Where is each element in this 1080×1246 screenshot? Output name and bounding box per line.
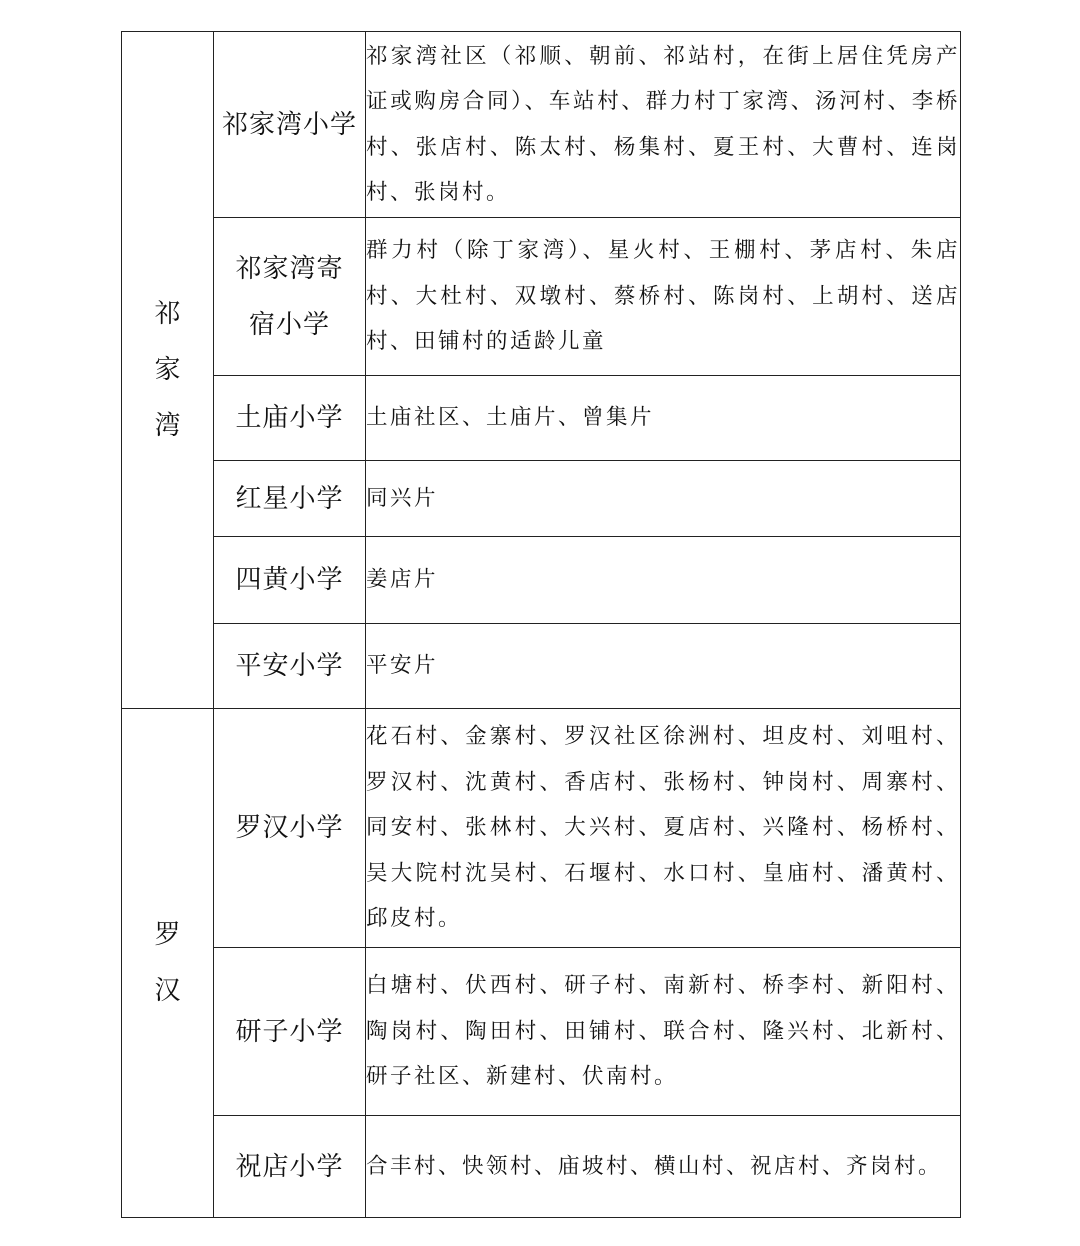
school-cell xyxy=(214,218,366,376)
table-row xyxy=(122,1116,961,1218)
area-text: 平安片 xyxy=(366,653,439,679)
area-cell xyxy=(366,1116,961,1218)
area-text: 祁家湾社区（祁顺、朝前、祁站村，在街上居住凭房产证或购房合同）、车站村、群力村丁家湾、汤河村、李桥村、张店村、陈太村、杨集村、夏王村、大曹村、连岗村、张岗村。 xyxy=(366,43,960,205)
area-cell xyxy=(366,709,961,948)
town-cell-qijiawan xyxy=(122,32,214,709)
area-cell xyxy=(366,948,961,1116)
school-zone-table xyxy=(121,31,961,1218)
school-name: 土庙小学 xyxy=(235,403,344,433)
area-text: 花石村、金寨村、罗汉社区徐洲村、坦皮村、刘咀村、罗汉村、沈黄村、香店村、张杨村、钟岗村、周寨村、同安村、张林村、大兴村、夏店村、兴隆村、杨桥村、吴大院村沈吴村、石堰村、水口村、皇庙村、潘黄村、邱皮村。 xyxy=(366,724,960,932)
town-cell-luohan xyxy=(122,709,214,1218)
school-cell xyxy=(214,1116,366,1218)
school-name: 红星小学 xyxy=(235,483,344,514)
area-cell xyxy=(366,537,961,624)
area-text: 姜店片 xyxy=(366,567,439,593)
area-cell xyxy=(366,218,961,376)
area-cell xyxy=(366,376,961,461)
town-name: 罗汉 xyxy=(154,920,181,1006)
table-row xyxy=(122,32,961,218)
table-row xyxy=(122,624,961,709)
area-cell xyxy=(366,624,961,709)
school-name: 罗汉小学 xyxy=(235,813,344,843)
school-cell xyxy=(214,32,366,218)
school-name: 四黄小学 xyxy=(235,565,344,595)
school-name: 平安小学 xyxy=(235,651,344,681)
area-cell xyxy=(366,461,961,537)
school-cell xyxy=(214,537,366,624)
table-row xyxy=(122,709,961,948)
school-name: 研子小学 xyxy=(235,1016,344,1047)
school-cell xyxy=(214,948,366,1116)
school-cell xyxy=(214,461,366,537)
table-row xyxy=(122,376,961,461)
table-row xyxy=(122,218,961,376)
school-name: 祁家湾寄宿小学 xyxy=(235,253,344,340)
area-cell xyxy=(366,32,961,218)
school-cell xyxy=(214,376,366,461)
area-text: 同兴片 xyxy=(366,485,439,511)
school-cell xyxy=(214,709,366,948)
school-name: 祁家湾小学 xyxy=(221,109,357,140)
area-text: 群力村（除丁家湾）、星火村、王棚村、茅店村、朱店村、大杜村、双墩村、蔡桥村、陈岗村、上胡村、送店村、田铺村的适龄儿童 xyxy=(366,238,960,355)
table-row xyxy=(122,461,961,537)
area-text: 白塘村、伏西村、研子村、南新村、桥李村、新阳村、陶岗村、陶田村、田铺村、联合村、隆兴村、北新村、研子社区、新建村、伏南村。 xyxy=(366,973,960,1090)
area-text: 土庙社区、土庙片、曾集片 xyxy=(366,405,655,431)
area-text: 合丰村、快领村、庙坡村、横山村、祝店村、齐岗村。 xyxy=(366,1153,943,1179)
town-name: 祁家湾 xyxy=(154,299,181,441)
table-row xyxy=(122,948,961,1116)
school-name: 祝店小学 xyxy=(235,1151,344,1182)
table-row xyxy=(122,537,961,624)
school-cell xyxy=(214,624,366,709)
